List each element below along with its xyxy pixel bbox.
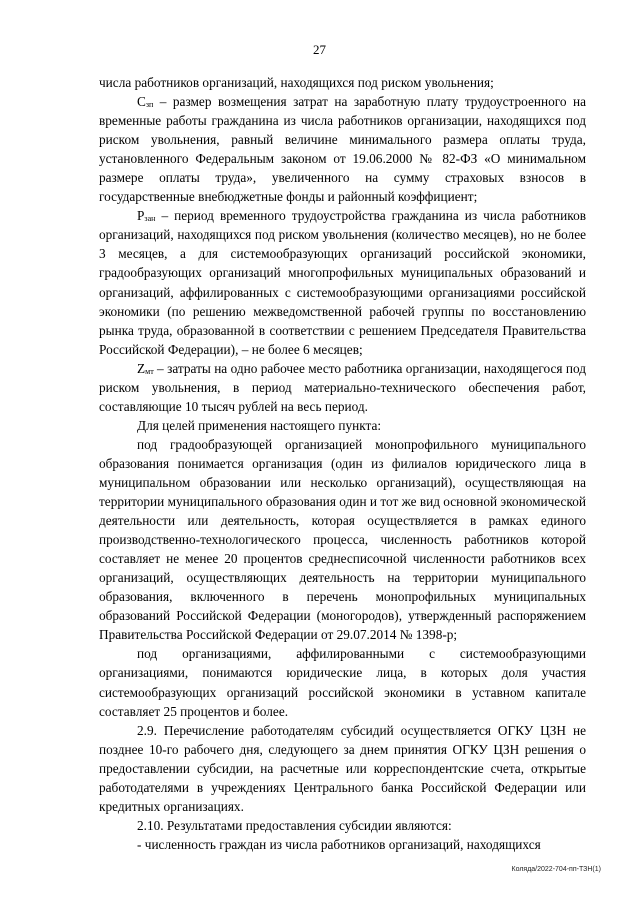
subscript-zan: зан	[144, 214, 156, 224]
paragraph-p-zan	[99, 206, 586, 358]
paragraph-gradoobrazuyushchaya: под градообразующей организацией монопрофильного муниципального образования понимается организация (один из филиалов юридического лица в муниципальном образовании или несколько организаций), осуществляющая на территории муниципального образования один и тот же вид основной экономической деятельности или деятельность, которая осуществляется в рамках единого производственно-технологического процесса, численность работников которой составляет не менее 20 процентов среднесписочной численности работников всех организаций, осуществляющих деятельность на территории муниципального образования, включенного в перечень монопрофильных муниципальных образований Российской Федерации (моногородов), утвержденный распоряжением Правительства Российской Федерации от 29.07.2014 № 1398-р;	[99, 436, 586, 643]
paragraph-list-item: - численность граждан из числа работников организаций, находящихся	[137, 836, 541, 852]
definition-c-zp: – размер возмещения затрат на заработную плату трудоустроенного на временные работы гражданина из числа работников организации, находящихся под риском увольнения, равный величине минимального размера оплаты труда, установленного Федеральным законом от 19.06.2000 № 82-ФЗ «О минимальном размере оплаты труда», увеличенного на сумму страховых взносов в государственные внебюджетные фонды и районный коэффициент;	[99, 94, 586, 205]
paragraph-c-zp	[99, 92, 586, 206]
paragraph-affiliated: под организациями, аффилированными с системообразующими организациями, понимаются юридические лица, в которых доля участия системообразующих организаций российской экономики в уставном капитале составляет 25 процентов и более.	[99, 646, 586, 719]
paragraph-purpose: Для целей применения настоящего пункта:	[137, 417, 382, 433]
paragraph-2-10: 2.10. Результатами предоставления субсидии являются:	[137, 817, 452, 833]
paragraph-z-mt	[99, 359, 586, 416]
subscript-mt: мт	[145, 366, 154, 376]
document-footer-code: Коляда/2022-704-пп-ТЗН(1)	[511, 866, 601, 873]
symbol-p: Р	[137, 208, 145, 224]
document-body	[99, 73, 586, 854]
page-number: 27	[313, 42, 326, 57]
symbol-c: С	[137, 94, 146, 110]
symbol-z: Z	[137, 360, 146, 376]
subscript-zp: зп	[145, 100, 154, 110]
paragraph-2-9: 2.9. Перечисление работодателям субсидий осуществляется ОГКУ ЦЗН не позднее 10-го рабочего дня, следующего за днем принятия ОГКУ ЦЗН решения о предоставлении субсидии, на расчетные или корреспондентские счета, открытые работодателями в учреждениях Центрального банка Российской Федерации или кредитных организациях.	[99, 722, 586, 814]
definition-z-mt: – затраты на одно рабочее место работника организации, находящегося под риском увольнения, в период материально-технического обеспечения работ, составляющие 10 тысяч рублей на весь период.	[99, 360, 586, 414]
definition-p-zan: – период временного трудоустройства гражданина из числа работников организаций, находящихся под риском увольнения (количество месяцев), но не более 3 месяцев, а для системообразующих организаций российской экономики, градообразующих организаций многопрофильных муниципальных образований и организаций, аффилированных с системообразующими организациями российской экономики (по решению межведомственной рабочей группы по восстановлению рынка труда, образованной в соответствии с решением Председателя Правительства Российской Федерации), – не более 6 месяцев;	[99, 208, 586, 357]
paragraph-continuation: числа работников организаций, находящихся под риском увольнения;	[99, 75, 494, 90]
